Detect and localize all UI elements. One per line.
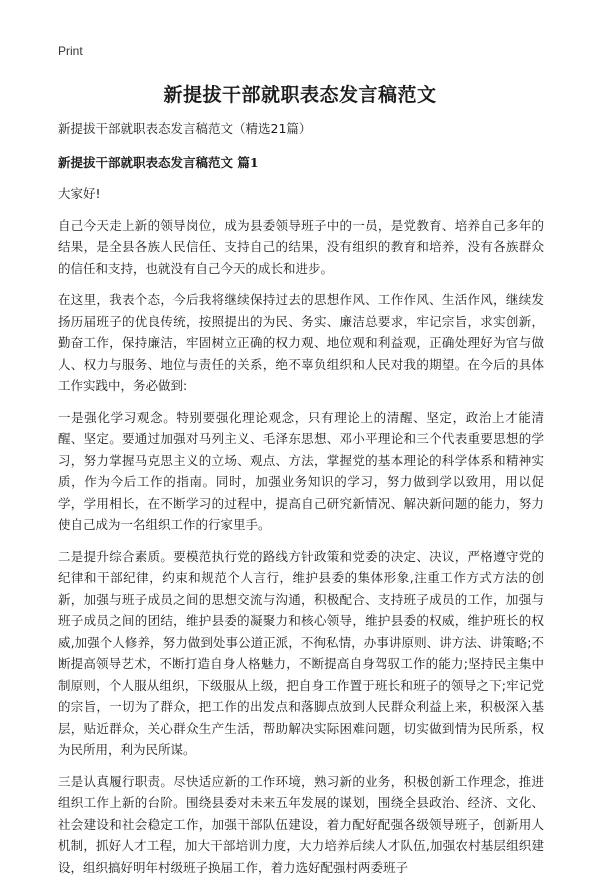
print-label: Print <box>58 44 83 58</box>
section-heading: 新提拔干部就职表态发言稿范文 篇1 <box>58 154 259 170</box>
point-three-paragraph: 三是认真履行职责。尽快适应新的工作环境，熟习新的业务，积极创新工作理念，推进组织工作上新的台阶。围绕县委对未来五年发展的谋划，围绕全县政治、经济、文化、社会建设和社会稳定工作，加强干部队伍建设，着力配好配强各级领导班子，创新用人机制，抓好人才工程，加大干部培训力度，大力培养后续人才队伍,加强农村基层组织建设，组织搞好明年村级班子换届工作，着力选好配强村两委班子 <box>58 773 544 875</box>
pledge-paragraph: 在这里，我表个态，今后我将继续保持过去的思想作风、工作作风、生活作风，继续发扬历届班子的优良传统，按照提出的为民、务实、廉洁总要求，牢记宗旨，求实创新，勤奋工作，保持廉洁，牢固树立正确的权力观、地位观和利益观，正确处理好为官与做人、权力与服务、地位与责任的关系，绝不辜负组织和人民对我的期望。在今后的具体工作实践中，务必做到: <box>58 292 544 393</box>
point-one-paragraph: 一是强化学习观念。特别要强化理论观念，只有理论上的清醒、坚定，政治上才能清醒、坚定。要通过加强对马列主义、毛泽东思想、邓小平理论和三个代表重要思想的学习，努力掌握马克思主义的立场、观点、方法，掌握党的基本理论的科学体系和精神实质，作为今后工作的指南。同时，加强业务知识的学习，努力做到学以致用，用以促学，学用相长，在不断学习的过程中，提高自己研究新情况、解决新问题的能力，努力使自己成为一名组织工作的行家里手。 <box>58 409 544 532</box>
greeting-paragraph: 大家好! <box>58 186 101 201</box>
point-two-paragraph: 二是提升综合素质。要模范执行党的路线方针政策和党委的决定、决议，严格遵守党的纪律和干部纪律，约束和规范个人言行，维护县委的集体形象,注重工作方式方法的创新，加强与班子成员之间的思想交流与沟通，积极配合、支持班子成员的工作，加强与班子成员之间的团结，维护县委的凝聚力和核心领导，维护县委的权威，维护班长的权威,加强个人修养，努力做到处事公道正派，不徇私情，办事讲原则、讲方法、讲策略;不断提高领导艺术，不断打造自身人格魅力，不断提高自身驾驭工作的能力;坚持民主集中制原则，个人服从组织，下级服从上级，把自身工作置于班长和班子的领导之下;牢记党的宗旨，一切为了群众，把工作的出发点和落脚点放到人民群众利益上来，积极深入基层，贴近群众，关心群众生产生活，帮助解决实际困难问题，切实做到情为民所系，权为民所用，利为民所谋。 <box>58 548 544 757</box>
document-subtitle: 新提拔干部就职表态发言稿范文（精选21篇） <box>58 121 312 136</box>
document-body <box>58 118 544 888</box>
intro-paragraph: 自己今天走上新的领导岗位，成为县委领导班子中的一员，是党教育、培养自己多年的结果，是全县各族人民信任、支持自己的结果，没有组织的教育和培养，没有各族群众的信任和支持，也就没有自己今天的成长和进步。 <box>58 217 544 276</box>
document-title: 新提拔干部就职表态发言稿范文 <box>163 84 437 106</box>
